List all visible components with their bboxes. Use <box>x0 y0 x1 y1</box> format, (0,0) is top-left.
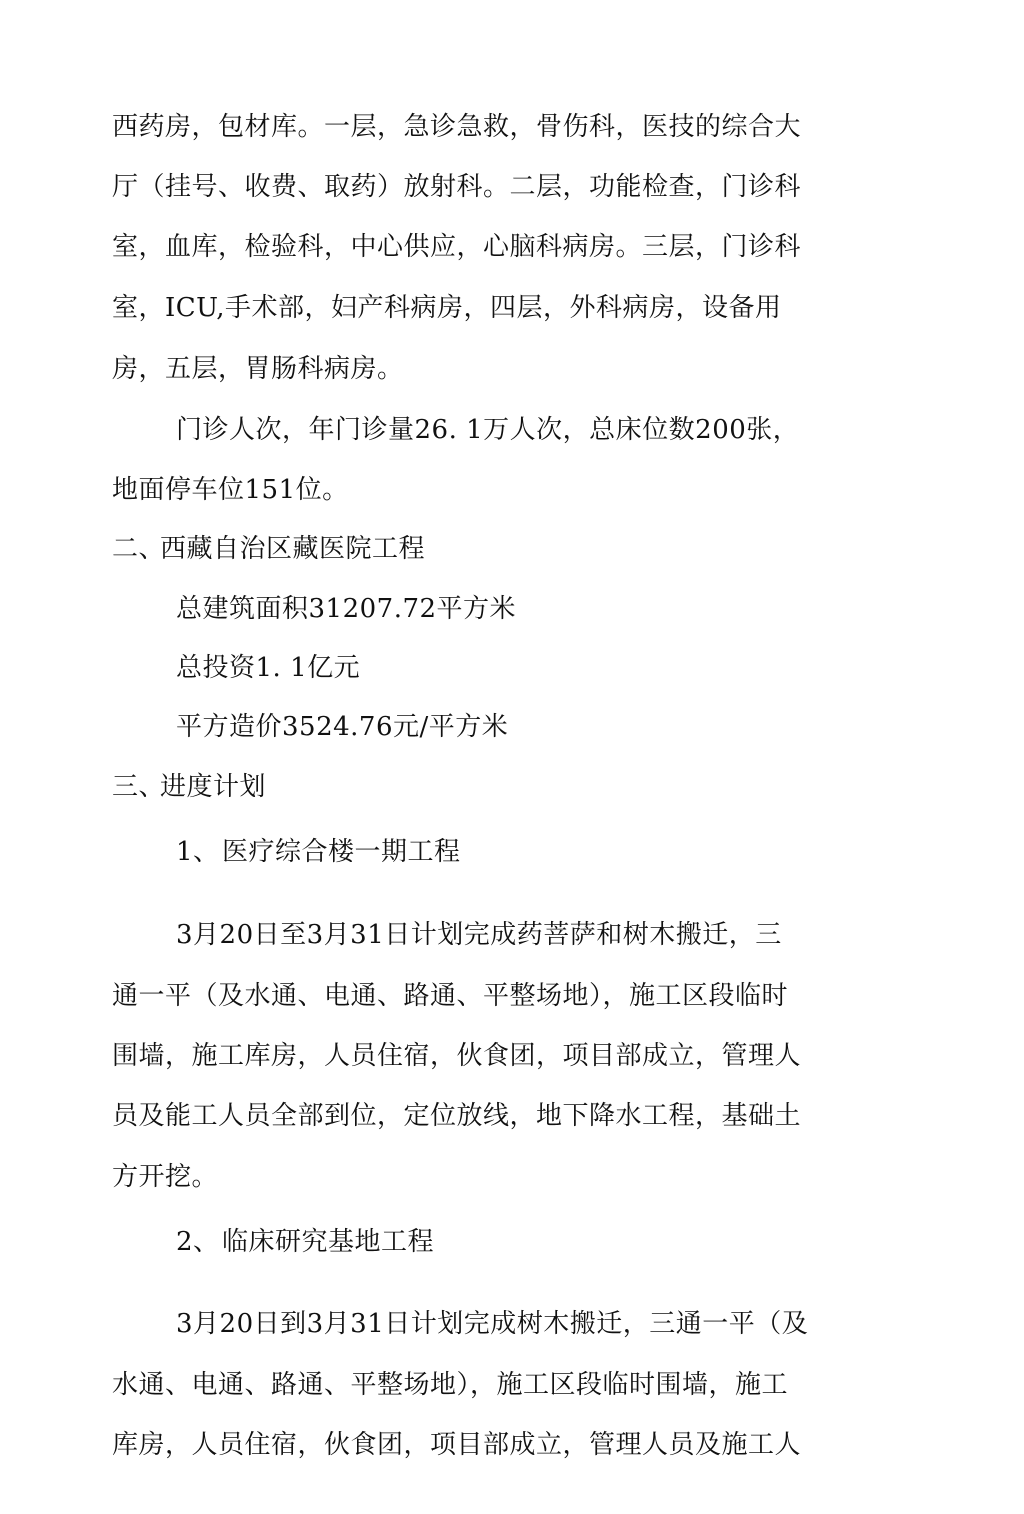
text-line: 平方造价3524.76元/平方米 <box>176 712 509 742</box>
subsection-number: 1、 <box>176 837 220 867</box>
text-line: 围墙，施工库房，人员住宿，伙食团，项目部成立，管理人 <box>112 1041 802 1071</box>
text-line: 室，血库，检验科，中心供应，心脑科病房。三层，门诊科 <box>112 232 802 262</box>
text-line: 地面停车位151位。 <box>112 475 349 505</box>
subsection-heading <box>176 835 896 869</box>
text-line: 员及能工人员全部到位，定位放线，地下降水工程，基础土 <box>112 1101 802 1131</box>
section-heading <box>112 770 832 804</box>
text-line: 总投资1. 1亿元 <box>176 653 361 683</box>
subsection-title: 临床研究基地工程 <box>222 1227 435 1257</box>
section-number: 二、 <box>112 534 166 564</box>
section-number: 三、 <box>112 772 166 802</box>
text-line: 3月20日到3月31日计划完成树木搬迁，三通一平（及 <box>176 1309 809 1339</box>
text-line: 门诊人次，年门诊量26. 1万人次，总床位数200张， <box>176 415 800 445</box>
text-line: 3月20日至3月31日计划完成药菩萨和树木搬迁，三 <box>176 920 782 950</box>
subsection-number: 2、 <box>176 1227 220 1257</box>
section-title: 进度计划 <box>160 772 267 802</box>
text-line: 厅（挂号、收费、取药）放射科。二层，功能检查，门诊科 <box>112 172 802 202</box>
subsection-heading <box>176 1225 896 1259</box>
text-line: 通一平（及水通、电通、路通、平整场地），施工区段临时 <box>112 981 789 1011</box>
subsection-title: 医疗综合楼一期工程 <box>222 837 461 867</box>
section-title: 西藏自治区藏医院工程 <box>160 534 426 564</box>
text-line: 房，五层，胃肠科病房。 <box>112 354 404 384</box>
text-line: 方开挖。 <box>112 1162 219 1192</box>
text-line: 总建筑面积31207.72平方米 <box>176 594 517 624</box>
section-heading <box>112 532 832 566</box>
text-line: 水通、电通、路通、平整场地），施工区段临时围墙，施工 <box>112 1370 789 1400</box>
text-line: 室，ICU,手术部，妇产科病房，四层，外科病房，设备用 <box>112 293 782 323</box>
text-line: 西药房，包材库。一层，急诊急救，骨伤科，医技的综合大 <box>112 112 802 142</box>
text-line: 库房，人员住宿，伙食团，项目部成立，管理人员及施工人 <box>112 1430 802 1460</box>
